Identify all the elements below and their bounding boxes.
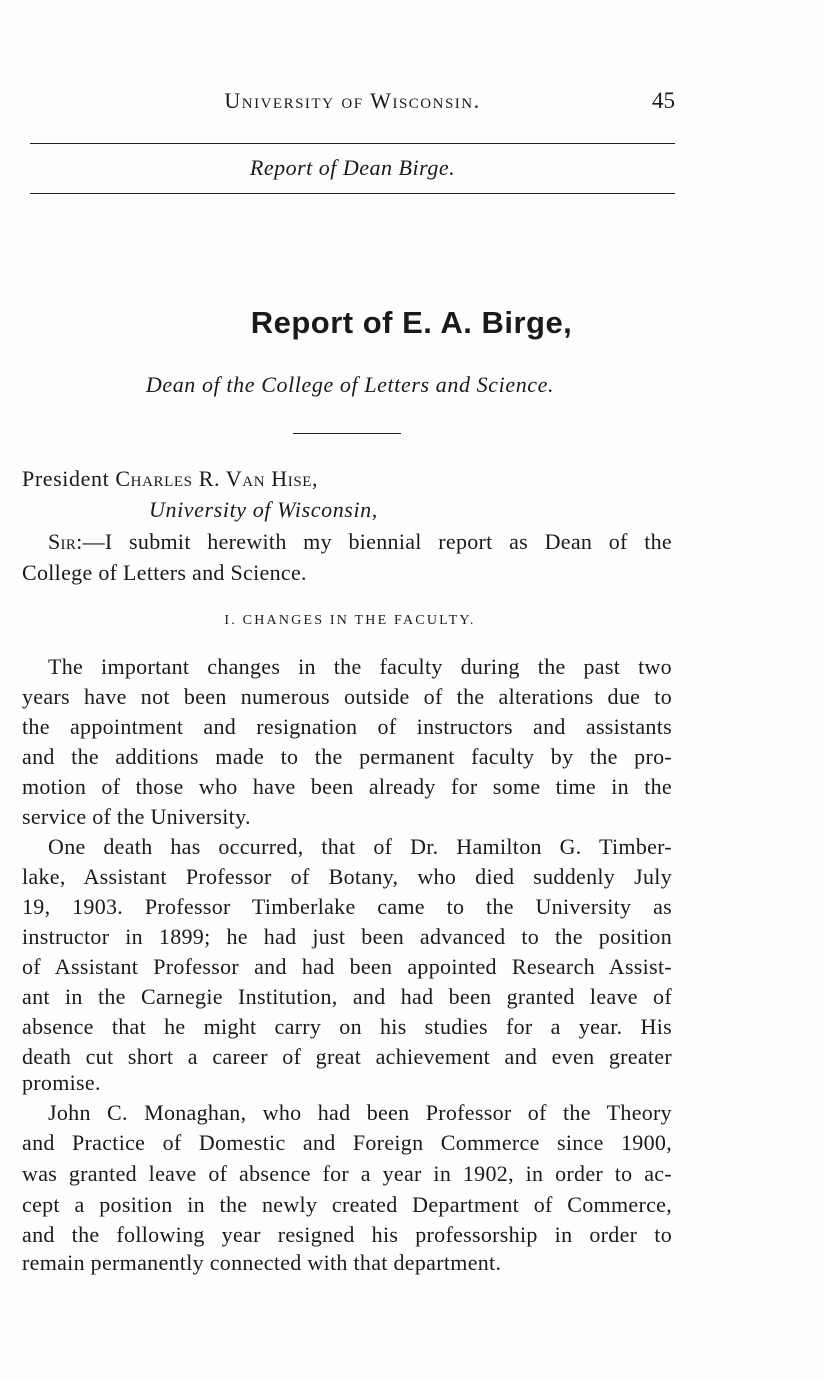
intro-line-text: —I submit herewith my biennial report as Dean of the bbox=[82, 529, 672, 554]
addressee-institution: University of Wisconsin, bbox=[149, 497, 378, 522]
subsection-head: I. CHANGES IN THE FACULTY. bbox=[224, 613, 476, 628]
sir: Sir: bbox=[48, 529, 83, 554]
paragraph-line: and the additions made to the permanent faculty by the pro- bbox=[22, 744, 672, 769]
running-title: University of Wisconsin. bbox=[224, 88, 481, 113]
paragraph-line: and Practice of Domestic and Foreign Commerce since 1900, bbox=[22, 1130, 672, 1155]
section-rule bbox=[30, 193, 675, 194]
report-subtitle: Dean of the College of Letters and Science. bbox=[145, 372, 555, 397]
paragraph-line: One death has occurred, that of Dr. Hamilton G. Timber- bbox=[48, 834, 672, 859]
paragraph-line: of Assistant Professor and had been appointed Research Assist- bbox=[22, 954, 672, 979]
paragraph-line: The important changes in the faculty during the past two bbox=[48, 654, 672, 679]
paragraph-line: the appointment and resignation of instructors and assistants bbox=[22, 714, 672, 739]
intro-line bbox=[48, 529, 672, 555]
paragraph-line: John C. Monaghan, who had been Professor of the Theory bbox=[48, 1100, 672, 1125]
paragraph-line: instructor in 1899; he had just been advanced to the position bbox=[22, 924, 672, 949]
paragraph-line: lake, Assistant Professor of Botany, who died suddenly July bbox=[22, 864, 672, 889]
salutation bbox=[22, 466, 318, 492]
paragraph-line: 19, 1903. Professor Timberlake came to the University as bbox=[22, 894, 672, 919]
paragraph-line: service of the University. bbox=[22, 804, 251, 829]
paragraph-line: and the following year resigned his professorship in order to bbox=[22, 1222, 672, 1247]
paragraph-line: was granted leave of absence for a year in 1902, in order to ac- bbox=[22, 1161, 672, 1186]
addressee-name: Charles R. Van Hise, bbox=[115, 466, 319, 491]
paragraph-line: cept a position in the newly created Department of Commerce, bbox=[22, 1192, 672, 1217]
page-number: 45 bbox=[652, 88, 675, 113]
top-rule bbox=[30, 143, 675, 144]
paragraph-line: promise. bbox=[22, 1070, 101, 1095]
paragraph-line: remain permanently connected with that department. bbox=[22, 1250, 502, 1275]
report-title: Report of E. A. Birge, bbox=[250, 305, 573, 340]
paragraph-line: death cut short a career of great achievement and even greater bbox=[22, 1044, 672, 1069]
paragraph-line: motion of those who have been already for some time in the bbox=[22, 774, 672, 799]
paragraph-line: absence that he might carry on his studies for a year. His bbox=[22, 1014, 672, 1039]
salutation-prefix: President bbox=[22, 466, 116, 491]
section-head: Report of Dean Birge. bbox=[249, 155, 456, 180]
paragraph-line: ant in the Carnegie Institution, and had been granted leave of bbox=[22, 984, 672, 1009]
paragraph-line: years have not been numerous outside of the alterations due to bbox=[22, 684, 672, 709]
title-rule bbox=[293, 433, 401, 434]
running-head bbox=[30, 88, 675, 122]
intro-line: College of Letters and Science. bbox=[22, 560, 307, 585]
